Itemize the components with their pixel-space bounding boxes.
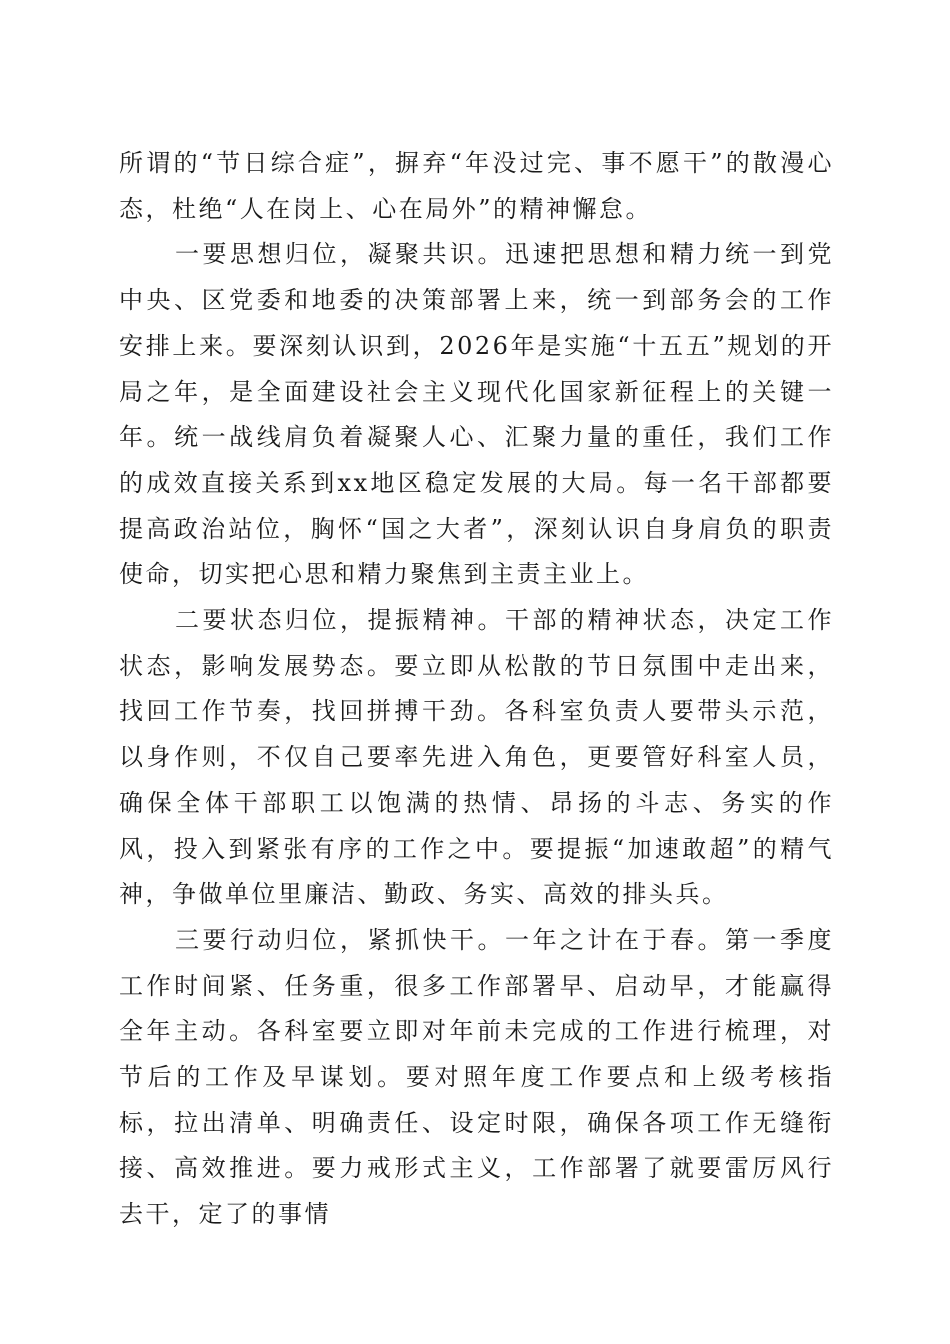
paragraph-action-alignment: 三要行动归位，紧抓快干。一年之计在于春。第一季度工作时间紧、任务重，很多工作部署早、启动早，才能赢得全年主动。各科室要立即对年前未完成的工作进行梳理，对节后的工作及早谋划。要对照年度工作要点和上级考核指标，拉出清单、明确责任、设定时限，确保各项工作无缝衔接、高效推进。要力戒形式主义，工作部署了就要雷厉风行去干，定了的事情 [119,925,834,1229]
paragraph-continuation: 所谓的“节日综合症”，摒弃“年没过完、事不愿干”的散漫心态，杜绝“人在岗上、心在局外”的精神懈怠。 [119,149,834,223]
paragraph-thought-alignment: 一要思想归位，凝聚共识。迅速把思想和精力统一到党中央、区党委和地委的决策部署上来，统一到部务会的工作安排上来。要深刻认识到，2026年是实施“十五五”规划的开局之年，是全面建设社会主义现代化国家新征程上的关键一年。统一战线肩负着凝聚人心、汇聚力量的重任，我们工作的成效直接关系到xx地区稳定发展的大局。每一名干部都要提高政治站位，胸怀“国之大者”，深刻认识自身肩负的职责使命，切实把心思和精力聚焦到主责主业上。 [119,240,834,589]
paragraph-state-alignment: 二要状态归位，提振精神。干部的精神状态，决定工作状态，影响发展势态。要立即从松散的节日氛围中走出来，找回工作节奏，找回拼搏干劲。各科室负责人要带头示范，以身作则，不仅自己要率先进入角色，更要管好科室人员，确保全体干部职工以饱满的热情、昂扬的斗志、务实的作风，投入到紧张有序的工作之中。要提振“加速敢超”的精气神，争做单位里廉洁、勤政、务实、高效的排头兵。 [119,606,834,909]
document-body [119,141,834,1238]
